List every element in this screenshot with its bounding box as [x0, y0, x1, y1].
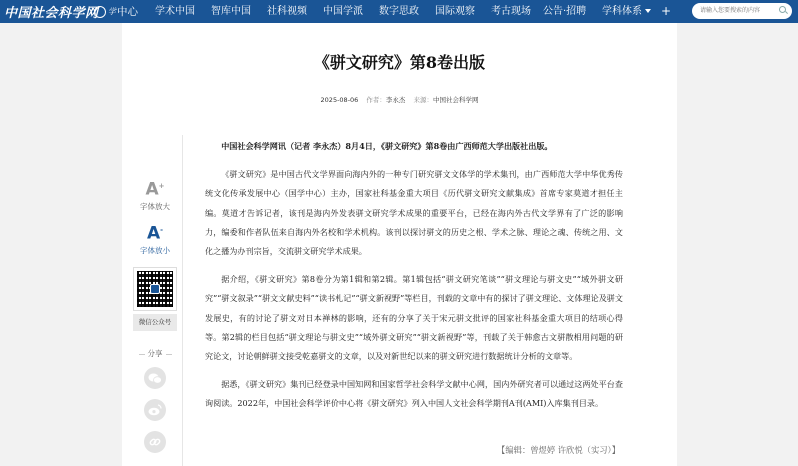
wechat-label: 微信公众号 — [133, 314, 177, 331]
sub-logo[interactable] — [94, 2, 138, 21]
article-tools — [133, 135, 183, 466]
article-paragraph: 中国社会科学网讯（记者 李永杰）8月4日，《骈文研究》第8卷由广西师范大学出版社出版。 — [221, 141, 553, 151]
font-increase-icon: A+ — [145, 179, 165, 200]
nav-item-video[interactable]: 社科视频 — [267, 6, 307, 17]
font-decrease-button[interactable] — [133, 221, 177, 256]
nav-item-xueke[interactable] — [602, 0, 651, 23]
site-logo[interactable]: 中国社会科学网 — [4, 6, 99, 21]
source-label: 来源： — [413, 96, 433, 104]
chevron-down-icon — [645, 9, 651, 13]
search-input[interactable] — [692, 3, 792, 19]
article-meta — [122, 95, 677, 104]
qr-code-icon — [137, 271, 173, 307]
link-share-icon[interactable] — [144, 431, 166, 453]
nav-item-xueke-label: 学科体系 — [602, 6, 642, 17]
article-paragraph: 《骈文研究》是中国古代文学界面向海内外的一种专门研究骈文文体学的学术集刊，由广西师范大学中华优秀传统文化传承发展中心（国学中心）主办，国家社科基金重大项目《历代骈文研究文献集成》首席专家莫道才担任主编。莫道才告诉记者，该刊是海内外发表骈文研究学术成果的重要平台，已经在海内外古代文学界有了广泛的影响力，编委和作者队伍来自海内外名校和学术机构。该刊以探讨骈文的历史之根、学术之脉、理论之魂、传统之用、文化之播为办刊宗旨，交流骈文研究学术成果。 — [205, 169, 623, 257]
share-label: 分享 — [133, 348, 177, 359]
font-decrease-icon: A- — [146, 223, 164, 244]
wechat-qr-code — [133, 267, 177, 311]
sub-logo-text: 中心 — [117, 6, 138, 18]
editor-credit: 【编辑：曾煜婷 许欣悦（实习）】 — [497, 445, 620, 455]
font-decrease-label: 字体放小 — [140, 245, 170, 255]
article-paragraph: 据介绍，《骈文研究》第8卷分为第1辑和第2辑。第1辑包括“骈文研究笔谈”“骈文理论与骈文史”“域外骈文研究”“骈文叙录”“骈文文献史料”“读书札记”“骈文新视野”等栏目，刊载的文章中有的探讨了骈文理论、文体理论及骈文发展史，有的讨论了骈文对日本禅林的影响，还有的分享了关于宋元骈文批评的国家社科基金重大项目的结项心得等。第2辑的栏目包括“骈文理论与骈文史”“域外骈文研究”“骈文新视野”等，刊载了关于韩愈古文骈散相用问题的研究论文，讨论朝鲜骈文接受乾嘉骈文的文章，以及对新世纪以来的骈文研究进行数据统计分析的文章等。 — [205, 274, 623, 362]
article-paragraph: 据悉，《骈文研究》集刊已经登录中国知网和国家哲学社会科学文献中心网，国内外研究者可以通过这两处平台查询阅读。2022年，中国社会科学评价中心将《骈文研究》列入中国人文社会科学期刊A刊(AMI)入库集刊目录。 — [205, 379, 623, 409]
font-increase-button[interactable] — [133, 177, 177, 212]
nav-item-sizheng[interactable]: 数字思政 — [379, 6, 419, 17]
font-increase-label: 字体放大 — [140, 201, 170, 211]
sub-logo-prefix: 学 — [108, 7, 116, 16]
search-icon[interactable] — [779, 6, 786, 13]
article-body — [205, 137, 623, 423]
emblem-icon — [94, 6, 106, 18]
article-author: 李永杰 — [385, 96, 406, 104]
nav-item-xueshu[interactable]: 学术中国 — [155, 6, 195, 17]
article-title: 《骈文研究》第8卷出版 — [313, 53, 486, 72]
wechat-share-icon[interactable] — [144, 367, 166, 389]
nav-item-zhiku[interactable]: 智库中国 — [211, 6, 251, 17]
nav-item-gonggao[interactable]: 公告·招聘 — [543, 6, 587, 17]
nav-more-button[interactable]: + — [661, 4, 672, 18]
nav-item-kaogu[interactable]: 考古现场 — [491, 6, 531, 17]
article-source: 中国社会科学网 — [432, 96, 479, 104]
article-date: 2025-08-06 — [320, 96, 359, 104]
nav-item-xuepai[interactable]: 中国学派 — [323, 6, 363, 17]
nav-item-guoji[interactable]: 国际观察 — [435, 6, 475, 17]
weibo-share-icon[interactable] — [144, 399, 166, 421]
author-label: 作者： — [366, 96, 386, 104]
